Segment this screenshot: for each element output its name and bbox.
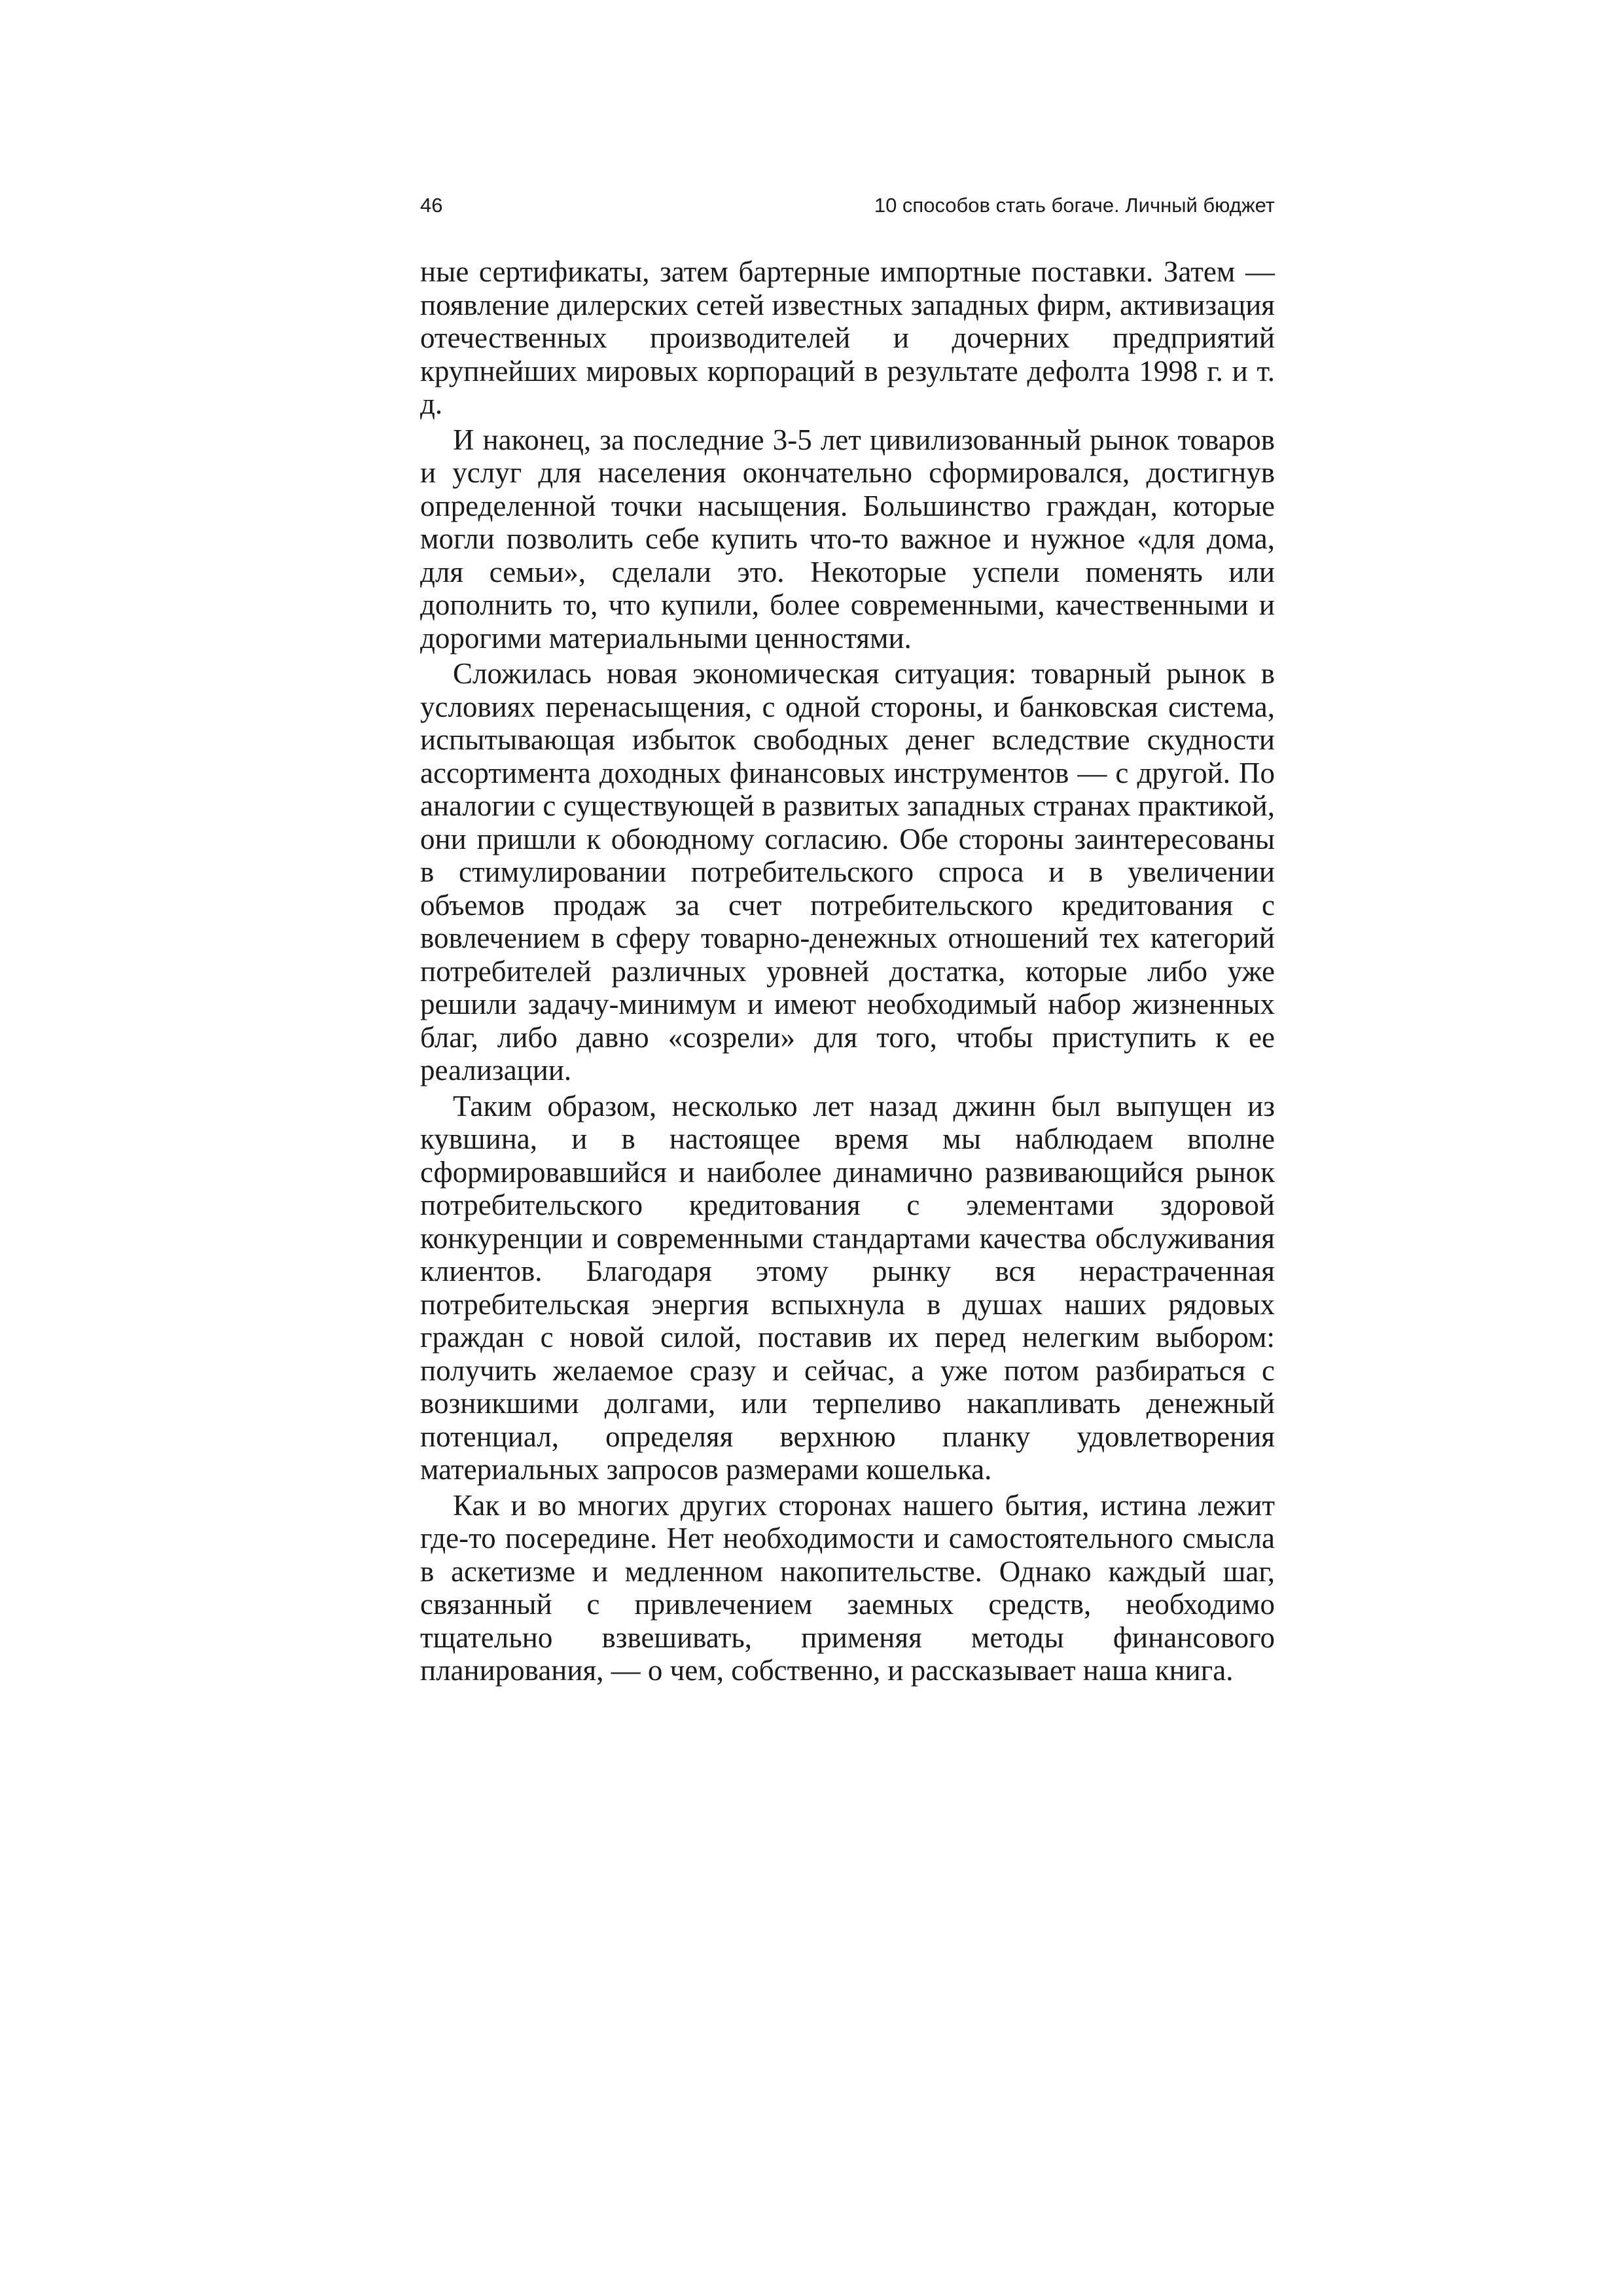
paragraph-2: И наконец, за последние 3-5 лет цивилизованный рынок товаров и услуг для населения окончательно сформировался, достигнув определенной точки насыщения. Большинство граждан, которые могли позволить себе купить что-то важное и нужное «для дома, для семьи», сделали это. Некоторые успели поменять или дополнить то, что купили, более современными, качественными и дорогими материальными ценностями. xyxy=(420,423,1275,655)
paragraph-1: ные сертификаты, затем бартерные импортные поставки. Затем — появление дилерских сетей известных западных фирм, активизация отечественных производителей и дочерних предприятий крупнейших мировых корпораций в результате дефолта 1998 г. и т. д. xyxy=(420,255,1275,420)
paragraph-3: Сложилась новая экономическая ситуация: товарный рынок в условиях перенасыщения, с одной стороны, и банковская система, испытывающая избыток свободных денег вследствие скудности ассортимента доходных финансовых инструментов — с другой. По аналогии с существующей в развитых западных странах практикой, они пришли к обоюдному согласию. Обе стороны заинтересованы в стимулировании потребительского спроса и в увеличении объемов продаж за счет потребительского кредитования с вовлечением в сферу товарно-денежных отношений тех категорий потребителей различных уровней достатка, которые либо уже решили задачу-минимум и имеют необходимый набор жизненных благ, либо давно «созрели» для того, чтобы приступить к ее реализации. xyxy=(420,657,1275,1086)
body-text xyxy=(420,255,1275,1690)
paragraph-5: Как и во многих других сторонах нашего бытия, истина лежит где-то посередине. Нет необходимости и самостоятельного смысла в аскетизме и медленном накопительстве. Однако каждый шаг, связанный с привлечением заемных средств, необходимо тщательно взвешивать, применяя методы финансового планирования, — о чем, собственно, и рассказывает наша книга. xyxy=(420,1488,1275,1687)
paragraph-4: Таким образом, несколько лет назад джинн был выпущен из кувшина, и в настоящее время мы наблюдаем вполне сформировавшийся и наиболее динамично развивающийся рынок потребительского кредитования с элементами здоровой конкуренции и современными стандартами качества обслуживания клиентов. Благодаря этому рынку вся нерастраченная потребительская энергия вспыхнула в душах наших рядовых граждан с новой силой, поставив их перед нелегким выбором: получить желаемое сразу и сейчас, а уже потом разбираться с возникшими долгами, или терпеливо накапливать денежный потенциал, определяя верхнюю планку удовлетворения материальных запросов размерами кошелька. xyxy=(420,1089,1275,1486)
book-title: 10 способов стать богаче. Личный бюджет xyxy=(874,194,1275,217)
running-head xyxy=(420,194,1275,226)
page-number: 46 xyxy=(420,194,443,217)
